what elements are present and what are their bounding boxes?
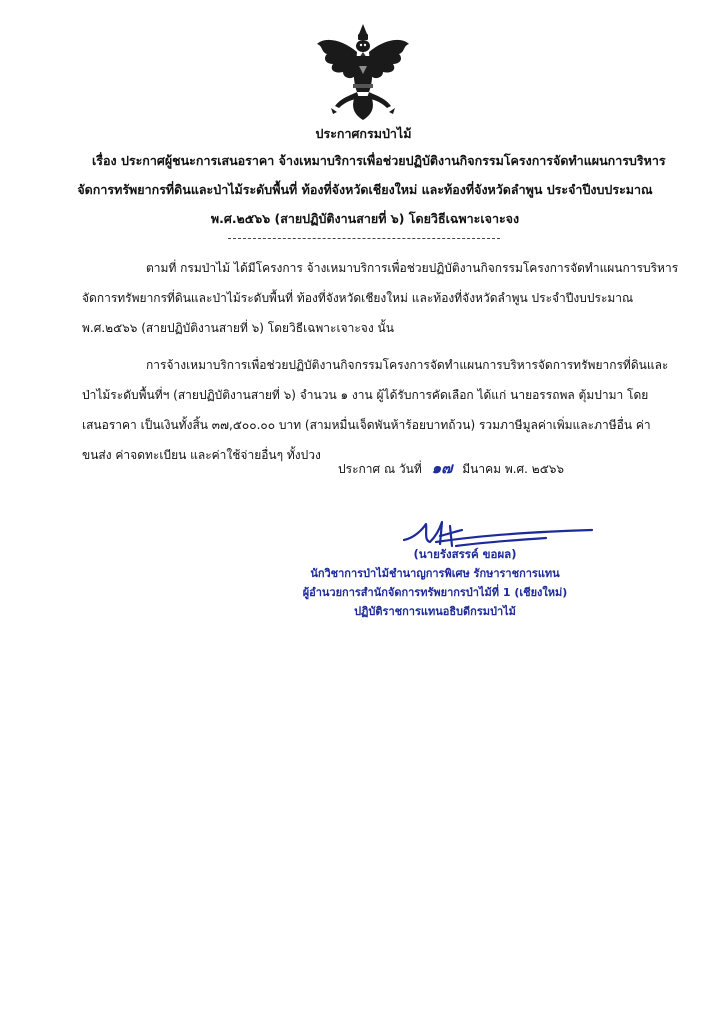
divider xyxy=(228,238,500,239)
paragraph-line: ตามที่ กรมป่าไม้ ได้มีโครงการ จ้างเหมาบริการเพื่อช่วยปฏิบัติงานกิจกรรมโครงการจัดทำแผนการบริหาร xyxy=(146,261,679,275)
signatory-position: นักวิชาการป่าไม้ชำนาญการพิเศษ รักษาราชการแทน xyxy=(310,567,560,580)
garuda-emblem-icon xyxy=(313,22,413,122)
date-day: ๑๗ xyxy=(431,459,453,477)
document-title: ประกาศกรมป่าไม้ xyxy=(315,126,412,141)
signatory-position: ปฏิบัติราชการแทนอธิบดีกรมป่าไม้ xyxy=(354,605,516,618)
date-prefix: ประกาศ ณ วันที่ xyxy=(338,462,422,476)
paragraph-award xyxy=(82,350,669,470)
date-suffix: มีนาคม พ.ศ. ๒๕๖๖ xyxy=(462,462,565,476)
signatory-position: ผู้อำนวยการสำนักจัดการทรัพยากรป่าไม้ที่ 1 (เชียงใหม่) xyxy=(302,586,568,599)
subject-line: เรื่อง ประกาศผู้ชนะการเสนอราคา จ้างเหมาบริการเพื่อช่วยปฏิบัติงานกิจกรรมโครงการจัดทำแผนการบริหาร xyxy=(92,153,666,168)
subject-block xyxy=(70,146,666,233)
subject-line: พ.ศ.๒๕๖๖ (สายปฏิบัติงานสายที่ ๖) โดยวิธีเฉพาะเจาะจง xyxy=(210,211,520,226)
paragraph-line: ป่าไม้ระดับพื้นที่ฯ (สายปฏิบัติงานสายที่ ๖) จำนวน ๑ งาน ผู้ได้รับการคัดเลือก ได้แก่ นายอรรถพล ตุ้มปามา โดย xyxy=(82,388,649,402)
signatory-name: (นายรังสรรค์ ขอผล) xyxy=(413,547,517,561)
paragraph-project xyxy=(82,253,679,343)
paragraph-line: จัดการทรัพยากรที่ดินและป่าไม้ระดับพื้นที่ ท้องที่จังหวัดเชียงใหม่ และท้องที่จังหวัดลำพูน ประจำปีงบประมาณ xyxy=(82,291,634,305)
paragraph-line: การจ้างเหมาบริการเพื่อช่วยปฏิบัติงานกิจกรรมโครงการจัดทำแผนการบริหารจัดการทรัพยากรที่ดินและ xyxy=(146,358,669,372)
paragraph-line: เสนอราคา เป็นเงินทั้งสิ้น ๓๗,๕๐๐.๐๐ บาท (สามหมื่นเจ็ดพันห้าร้อยบาทถ้วน) รวมภาษีมูลค่าเพิ่มและภาษีอื่น ค่า xyxy=(82,418,651,432)
paragraph-line: พ.ศ.๒๕๖๖ (สายปฏิบัติงานสายที่ ๖) โดยวิธีเฉพาะเจาะจง นั้น xyxy=(82,321,394,335)
paragraph-line: ขนส่ง ค่าจดทะเบียน และค่าใช้จ่ายอื่นๆ ทั้งปวง xyxy=(82,448,321,462)
subject-line: จัดการทรัพยากรที่ดินและป่าไม้ระดับพื้นที่ ท้องที่จังหวัดเชียงใหม่ และท้องที่จังหวัดลำพูน ประจำปีงบประมาณ xyxy=(77,182,653,197)
announcement-date xyxy=(338,456,564,481)
signature-block xyxy=(270,544,600,621)
